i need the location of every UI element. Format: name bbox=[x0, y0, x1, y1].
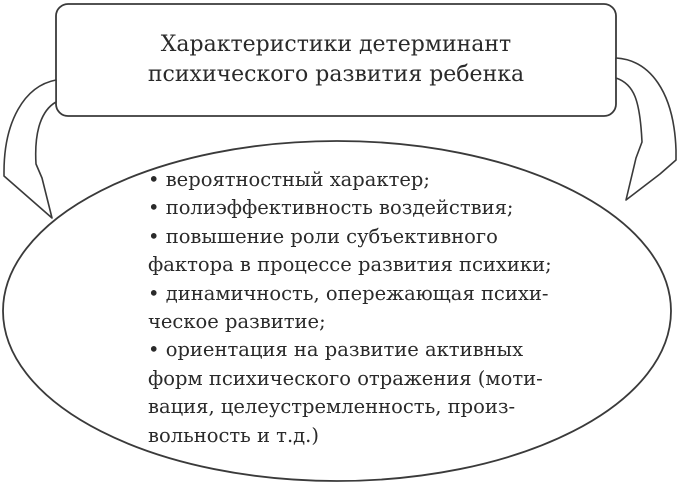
list-item-line: • ориентация на развитие активных bbox=[148, 338, 524, 362]
left-curved-arrow-icon bbox=[4, 80, 56, 218]
list-item bbox=[148, 223, 568, 280]
list-item-line: • полиэффективность воздействия; bbox=[148, 196, 514, 220]
list-item-line: фактора в процессе развития психики; bbox=[148, 253, 552, 277]
list-item-line: вольность и т.д.) bbox=[148, 423, 319, 447]
list-item bbox=[148, 280, 568, 337]
list-item-line: • вероятностный характер; bbox=[148, 168, 430, 191]
title-line-2: психического развития ребенка bbox=[147, 62, 525, 87]
list-item bbox=[148, 336, 568, 450]
characteristics-list bbox=[148, 166, 568, 450]
list-item-line: форм психического отражения (моти- bbox=[148, 366, 543, 390]
list-item-line: • повышение роли субъективного bbox=[148, 224, 498, 248]
list-item bbox=[148, 194, 568, 222]
list-item-line: • динамичность, опережающая психи- bbox=[148, 281, 549, 305]
list-item-line: ческое развитие; bbox=[148, 310, 326, 334]
title-box bbox=[56, 4, 616, 116]
right-curved-arrow-icon bbox=[616, 58, 676, 200]
list-item bbox=[148, 166, 568, 194]
list-item-line: вация, целеустремленность, произ- bbox=[148, 395, 516, 419]
title-line-1: Характеристики детерминант bbox=[160, 32, 512, 57]
